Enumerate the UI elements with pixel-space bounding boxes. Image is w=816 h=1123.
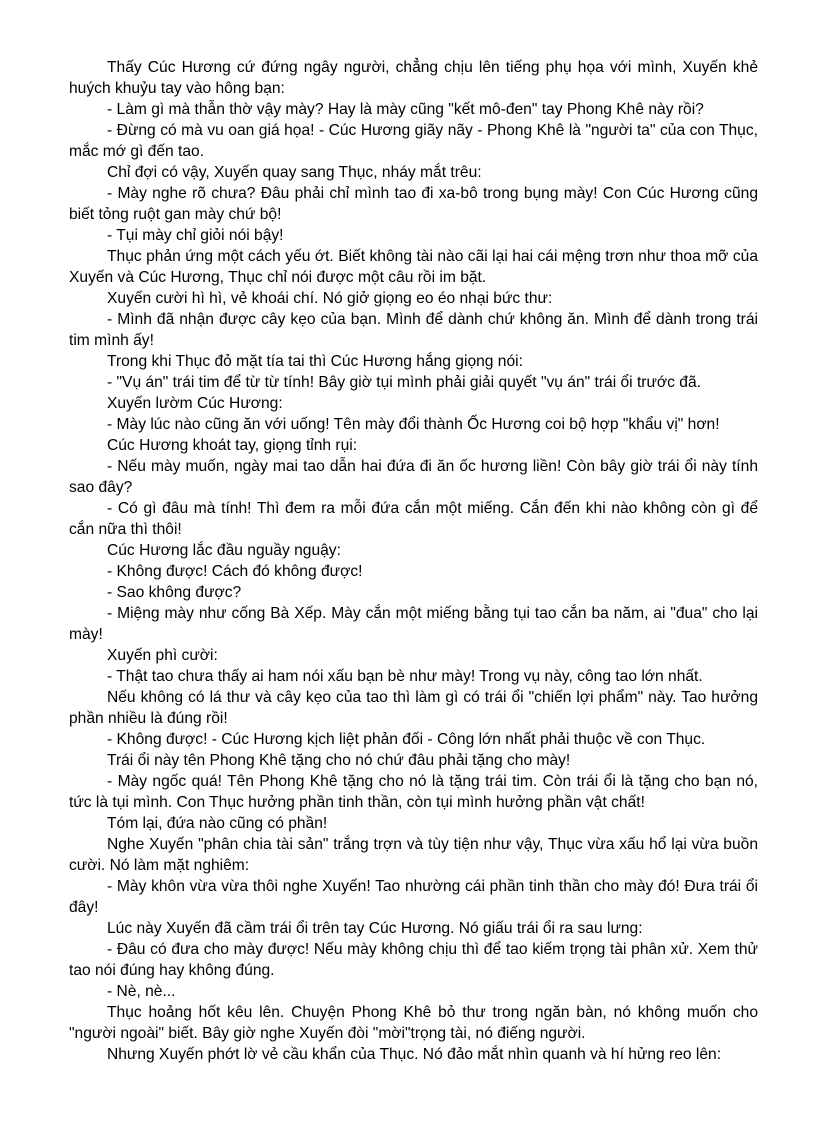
paragraph: - Thật tao chưa thấy ai ham nói xấu bạn bè như mày! Trong vụ này, công tao lớn nhất. [107,668,703,685]
paragraph: Chỉ đợi có vậy, Xuyến quay sang Thục, nháy mắt trêu: [107,164,482,181]
paragraph: Trong khi Thục đỏ mặt tía tai thì Cúc Hương hắng giọng nói: [107,353,523,370]
paragraph: - Mình đã nhận được cây kẹo của bạn. Mình để dành chứ không ăn. Mình để dành trong trái tim mình ấy! [69,311,758,349]
paragraph: - Mày ngốc quá! Tên Phong Khê tặng cho nó là tặng trái tim. Còn trái ổi là tặng cho bạn nó, tức là tụi mình. Con Thục hưởng phần tinh thần, còn tụi mình hưởng phần vật chất! [69,773,758,811]
paragraph: Nếu không có lá thư và cây kẹo của tao thì làm gì có trái ổi "chiến lợi phẩm" này. Tao hưởng phần nhiều là đúng rồi! [69,689,758,727]
paragraph: - Không được! - Cúc Hương kịch liệt phản đối - Công lớn nhất phải thuộc về con Thục. [107,731,706,748]
paragraph: - Mày lúc nào cũng ăn với uống! Tên mày đổi thành Ốc Hương coi bộ hợp "khẩu vị" hơn! [107,416,720,433]
paragraph: Xuyến lườm Cúc Hương: [107,395,283,412]
paragraph: Lúc này Xuyến đã cầm trái ổi trên tay Cúc Hương. Nó giấu trái ổi ra sau lưng: [107,920,643,937]
paragraph: - Mày khôn vừa vừa thôi nghe Xuyến! Tao nhường cái phần tinh thần cho mày đó! Đưa trái ổi đây! [69,878,758,916]
paragraph: - Làm gì mà thẫn thờ vậy mày? Hay là mày cũng "kết mô-đen" tay Phong Khê này rồi? [107,101,704,118]
paragraph: Thục hoảng hốt kêu lên. Chuyện Phong Khê bỏ thư trong ngăn bàn, nó không muốn cho "người ngoài" biết. Bây giờ nghe Xuyến đòi "mời"trọng tài, nó điếng người. [69,1004,758,1042]
paragraph: Trái ổi này tên Phong Khê tặng cho nó chứ đâu phải tặng cho mày! [107,752,571,769]
paragraph: - Đừng có mà vu oan giá họa! - Cúc Hương giãy nãy - Phong Khê là "người ta" của con Thục, mắc mớ gì đến tao. [69,122,758,160]
paragraph: Nghe Xuyến "phân chia tài sản" trắng trợn và tùy tiện như vậy, Thục vừa xấu hổ lại vừa buồn cười. Nó làm mặt nghiêm: [69,836,758,874]
paragraph: - Miệng mày như cống Bà Xếp. Mày cắn một miếng bằng tụi tao cắn ba năm, ai "đua" cho lại mày! [69,605,758,643]
paragraph: Thục phản ứng một cách yếu ớt. Biết không tài nào cãi lại hai cái mệng trơn như thoa mỡ của Xuyến và Cúc Hương, Thục chỉ nói được một câu rồi im bặt. [69,248,758,286]
paragraph: - Không được! Cách đó không được! [107,563,363,580]
paragraph: - Sao không được? [107,584,242,601]
paragraph: - Mày nghe rõ chưa? Đâu phải chỉ mình tao đi xa-bô trong bụng mày! Con Cúc Hương cũng biết tỏng ruột gan mày chứ bộ! [69,185,758,223]
paragraph: Cúc Hương khoát tay, giọng tỉnh rụi: [107,437,358,454]
paragraph: Xuyến cười hì hì, vẻ khoái chí. Nó giở giọng eo éo nhại bức thư: [107,290,553,307]
paragraph: Cúc Hương lắc đầu nguầy nguậy: [107,542,341,559]
paragraph: - Đâu có đưa cho mày được! Nếu mày không chịu thì để tao kiếm trọng tài phân xử. Xem thử tao nói đúng hay không đúng. [69,941,758,979]
paragraph: Tóm lại, đứa nào cũng có phần! [107,815,328,832]
paragraph: - Nè, nè... [107,983,176,1000]
paragraph: Nhưng Xuyến phớt lờ vẻ cầu khẩn của Thục. Nó đảo mắt nhìn quanh và hí hửng reo lên: [107,1046,722,1063]
paragraph: - "Vụ án" trái tim để từ từ tính! Bây giờ tụi mình phải giải quyết "vụ án" trái ổi trước đã. [107,374,701,391]
paragraph: Xuyến phì cười: [107,647,218,664]
document-page [69,57,758,1065]
paragraph: Thấy Cúc Hương cứ đứng ngây người, chẳng chịu lên tiếng phụ họa với mình, Xuyến khẻ huých khuỷu tay vào hông bạn: [69,59,758,97]
paragraph: - Tụi mày chỉ giỏi nói bậy! [107,227,284,244]
paragraph: - Có gì đâu mà tính! Thì đem ra mỗi đứa cắn một miếng. Cắn đến khi nào không còn gì để cắn nữa thì thôi! [69,500,758,538]
paragraph: - Nếu mày muốn, ngày mai tao dẫn hai đứa đi ăn ốc hương liền! Còn bây giờ trái ổi này tính sao đây? [69,458,758,496]
